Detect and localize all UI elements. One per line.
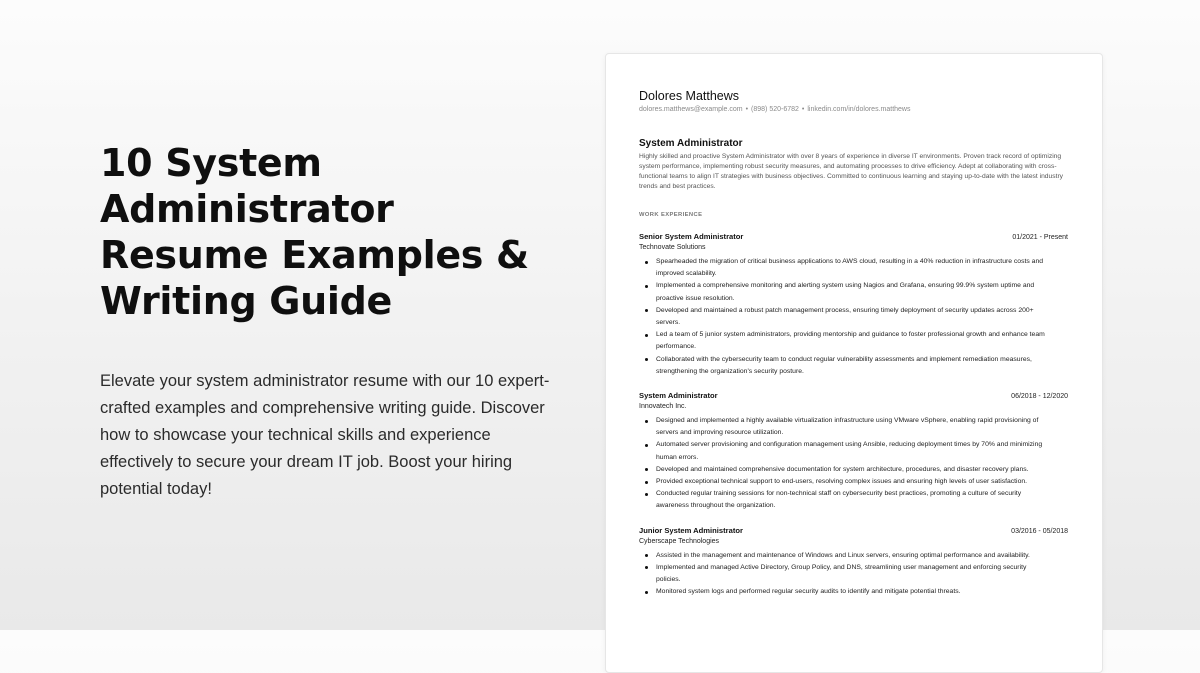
job-bullets xyxy=(639,550,1068,599)
resume-phone: (898) 520-6782 xyxy=(751,106,799,113)
job-bullet-text: Conducted regular training sessions for non-technical staff on cybersecurity best practices, promoting a culture of security awareness throughout the organization. xyxy=(656,490,1022,510)
bullet-dot-icon xyxy=(645,334,648,337)
work-experience-list xyxy=(639,231,1068,598)
bullet-dot-icon xyxy=(645,554,648,557)
job-header xyxy=(639,390,1068,402)
section-title-work-experience: WORK EXPERIENCE xyxy=(639,212,703,218)
bullet-dot-icon xyxy=(645,358,648,361)
bullet-dot-icon xyxy=(645,566,648,569)
job-bullet-text: Collaborated with the cybersecurity team to conduct regular vulnerability assessments and implement remediation measures, strengthening the organization's security posture. xyxy=(656,355,1032,375)
job-bullet xyxy=(656,354,1068,378)
job-bullet-text: Led a team of 5 junior system administrators, providing mentorship and guidance to foster professional growth and enhance team performance. xyxy=(656,331,1045,351)
job-bullet xyxy=(656,305,1068,329)
job-entry xyxy=(639,231,1068,378)
page-description: Elevate your system administrator resume with our 10 expert-crafted examples and comprehensive writing guide. Discover how to showcase your technical skills and experience effectively to secure your dream IT job. Boost your hiring potential today! xyxy=(100,372,550,498)
job-bullet xyxy=(656,550,1068,562)
job-company: Cyberscape Technologies xyxy=(639,537,720,545)
resume-contact xyxy=(639,105,1068,115)
bullet-dot-icon xyxy=(645,468,648,471)
resume-email: dolores.matthews@example.com xyxy=(639,106,743,113)
contact-separator: • xyxy=(745,106,749,113)
bullet-dot-icon xyxy=(645,493,648,496)
job-role: System Administrator xyxy=(639,391,718,401)
job-bullets xyxy=(639,256,1068,378)
job-role: Junior System Administrator xyxy=(639,525,743,535)
hero-section xyxy=(100,140,570,503)
bullet-dot-icon xyxy=(645,420,648,423)
bullet-dot-icon xyxy=(645,444,648,447)
bullet-dot-icon xyxy=(645,309,648,312)
job-bullet-text: Provided exceptional technical support to end-users, resolving complex issues and ensuring high levels of user satisfaction. xyxy=(656,478,1028,486)
bullet-dot-icon xyxy=(645,481,648,484)
job-bullet xyxy=(656,476,1068,488)
resume-preview xyxy=(605,53,1103,673)
job-bullet xyxy=(656,562,1068,586)
job-bullet-text: Developed and maintained comprehensive documentation for system architecture, procedures, and disaster recovery plans. xyxy=(656,465,1029,473)
resume-headline: System Administrator xyxy=(639,138,743,149)
resume-linkedin: linkedin.com/in/dolores.matthews xyxy=(807,106,911,113)
job-entry xyxy=(639,525,1068,599)
job-bullet-text: Monitored system logs and performed regular security audits to identify and mitigate potential threats. xyxy=(656,588,961,596)
bullet-dot-icon xyxy=(645,591,648,594)
job-bullet-text: Automated server provisioning and configuration management using Ansible, reducing deployment times by 70% and minimizing human errors. xyxy=(656,441,1043,461)
job-bullet-text: Developed and maintained a robust patch management process, ensuring timely deployment of security updates across 200+ servers. xyxy=(656,306,1034,327)
job-bullets xyxy=(639,415,1068,513)
job-bullet xyxy=(656,439,1068,463)
job-bullet xyxy=(656,464,1068,476)
job-company: Technovate Solutions xyxy=(639,244,706,251)
bullet-dot-icon xyxy=(645,261,648,264)
job-dates: 06/2018 - 12/2020 xyxy=(1011,393,1068,401)
job-role: Senior System Administrator xyxy=(639,232,744,241)
job-bullet-text: Implemented a comprehensive monitoring and alerting system using Nagios and Grafana, ensuring 99.9% system uptime and proactive issue resolution. xyxy=(656,282,1035,302)
job-header xyxy=(639,231,1068,243)
bullet-dot-icon xyxy=(645,285,648,288)
job-bullet xyxy=(656,586,1068,598)
page-title: 10 System Administrator Resume Examples & Writing Guide xyxy=(100,141,529,323)
job-company: Innovatech Inc. xyxy=(639,403,687,411)
job-bullet xyxy=(656,329,1068,353)
contact-separator: • xyxy=(801,106,805,113)
job-dates: 03/2016 - 05/2018 xyxy=(1011,527,1068,535)
job-header xyxy=(639,525,1068,537)
job-bullet-text: Spearheaded the migration of critical business applications to AWS cloud, resulting in a 40% reduction in infrastructure costs and improved scalability. xyxy=(656,258,1044,278)
job-bullet xyxy=(656,488,1068,512)
job-bullet-text: Implemented and managed Active Directory, Group Policy, and DNS, streamlining user management and enforcing security policies. xyxy=(656,563,1027,584)
job-bullet xyxy=(656,415,1068,439)
job-bullet-text: Assisted in the management and maintenance of Windows and Linux servers, ensuring optimal performance and availability. xyxy=(656,551,1030,559)
job-bullet xyxy=(656,256,1068,280)
resume-name: Dolores Matthews xyxy=(639,89,740,103)
job-entry xyxy=(639,390,1068,513)
job-dates: 01/2021 - Present xyxy=(1012,234,1068,241)
job-bullet xyxy=(656,280,1068,304)
job-bullet-text: Designed and implemented a highly available virtualization infrastructure using VMware vSphere, enabling rapid provisioning of servers and improving resource utilization. xyxy=(656,417,1039,437)
resume-summary: Highly skilled and proactive System Administrator with over 8 years of experience in diverse IT environments. Proven track record of optimizing system performance, implementing robust security measures, and automating processes to drive efficiency. Adept at collaborating with cross-functional teams to align IT strategies with business objectives. Committed to continuous learning and staying up-to-date with the latest industry trends and best practices. xyxy=(639,153,1064,190)
